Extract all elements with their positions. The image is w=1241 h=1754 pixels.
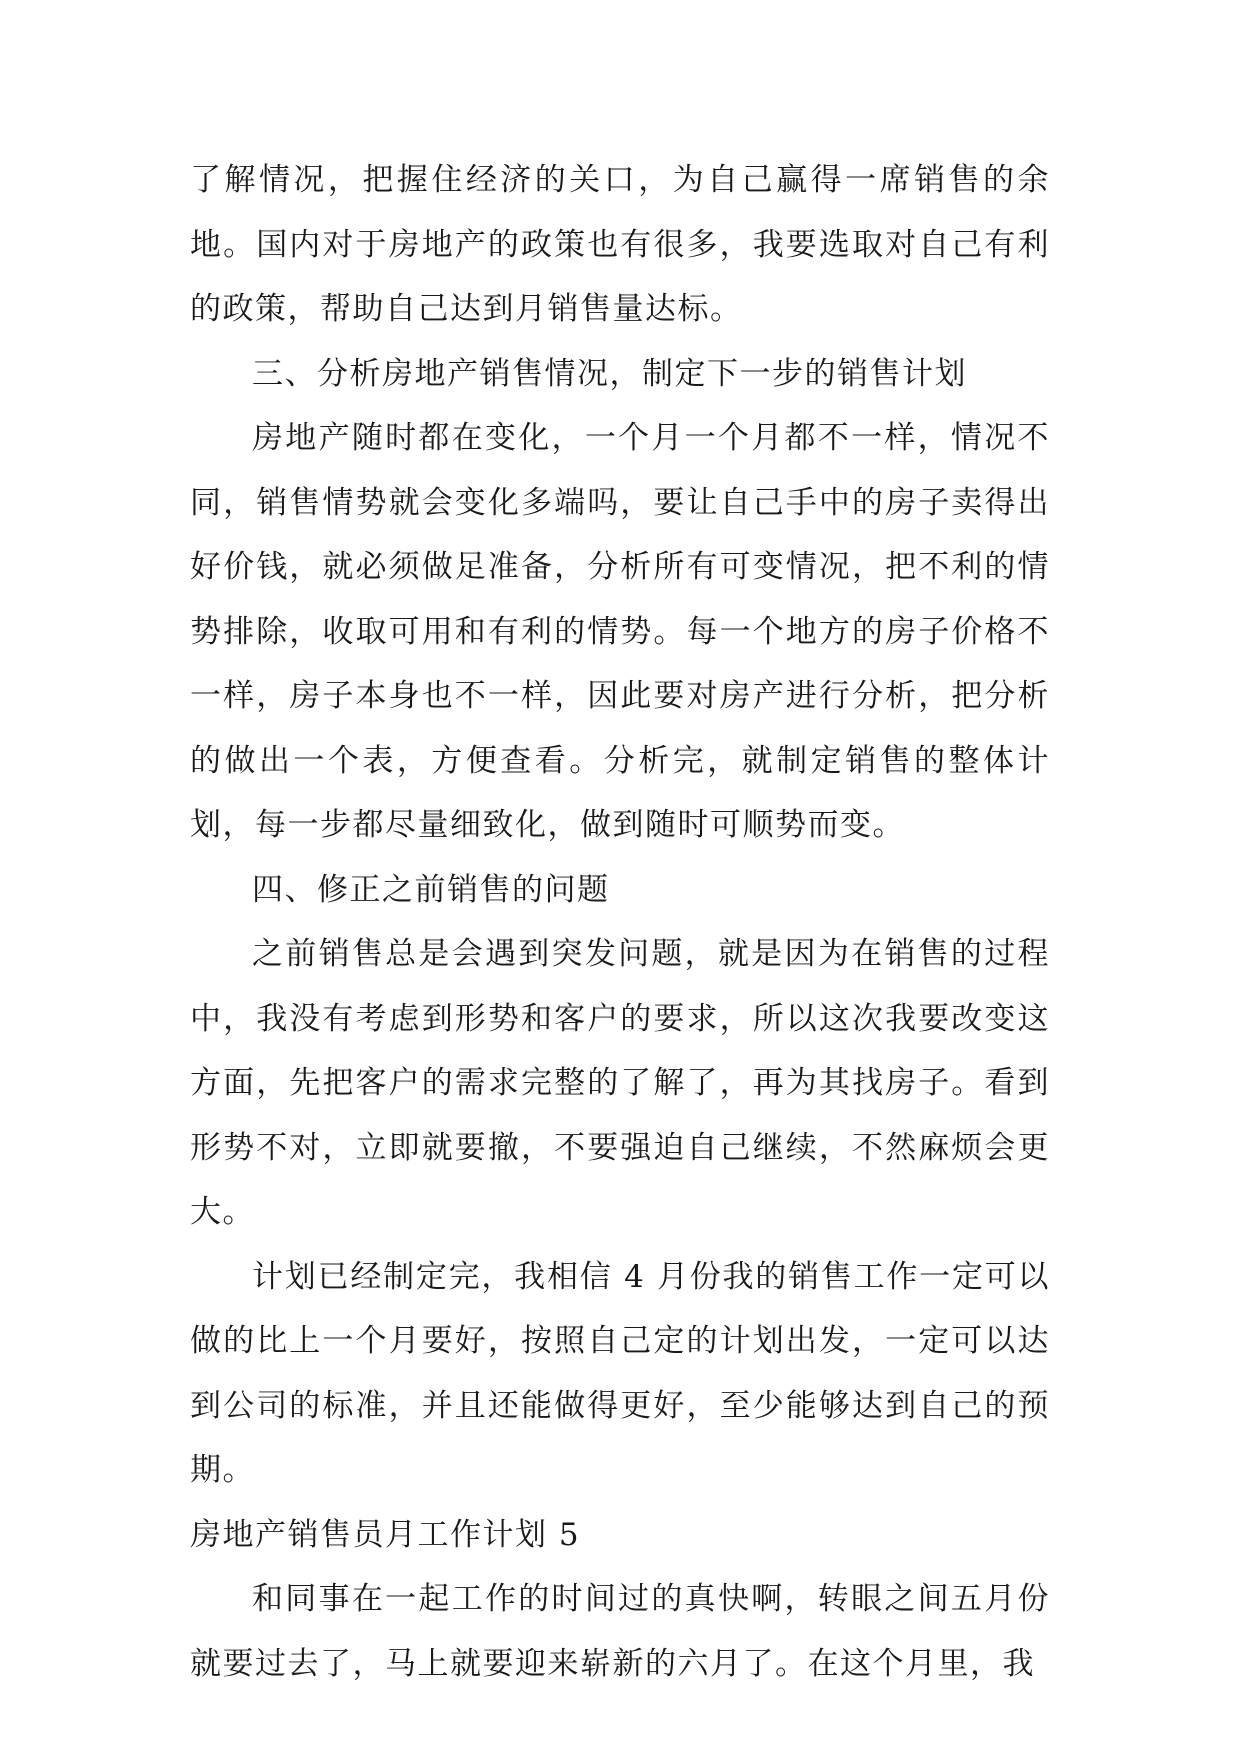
paragraph-intro: 了解情况，把握住经济的关口，为自己赢得一席销售的余地。国内对于房地产的政策也有很多，我要选取对自己有利的政策，帮助自己达到月销售量达标。 (190, 162, 1050, 327)
heading-section-three: 三、分析房地产销售情况，制定下一步的销售计划 (252, 355, 967, 392)
paragraph-conclusion: 计划已经制定完，我相信 4 月份我的销售工作一定可以做的比上一个月要好，按照自己定的计划出发，一定可以达到公司的标准，并且还能做得更好，至少能够达到自己的预期。 (190, 1258, 1050, 1488)
paragraph-analysis: 房地产随时都在变化，一个月一个月都不一样，情况不同，销售情势就会变化多端吗，要让自己手中的房子卖得出好价钱，就必须做足准备，分析所有可变情况，把不利的情势排除，收取可用和有利的情势。每一个地方的房子价格不一样，房子本身也不一样，因此要对房产进行分析，把分析的做出一个表，方便查看。分析完，就制定销售的整体计划，每一步都尽量细致化，做到随时可顺势而变。 (190, 420, 1050, 843)
heading-section-four: 四、修正之前销售的问题 (252, 871, 610, 908)
document-body (190, 148, 1050, 1696)
paragraph-corrections: 之前销售总是会遇到突发问题，就是因为在销售的过程中，我没有考虑到形势和客户的要求，所以这次我要改变这方面，先把客户的需求完整的了解了，再为其找房子。看到形势不对，立即就要撤，不要强迫自己继续，不然麻烦会更大。 (190, 936, 1050, 1230)
paragraph-plan-five-intro: 和同事在一起工作的时间过的真快啊，转眼之间五月份就要过去了，马上就要迎来崭新的六月了。在这个月里，我 (190, 1581, 1050, 1682)
section-title: 房地产销售员月工作计划 5 (190, 1516, 581, 1553)
